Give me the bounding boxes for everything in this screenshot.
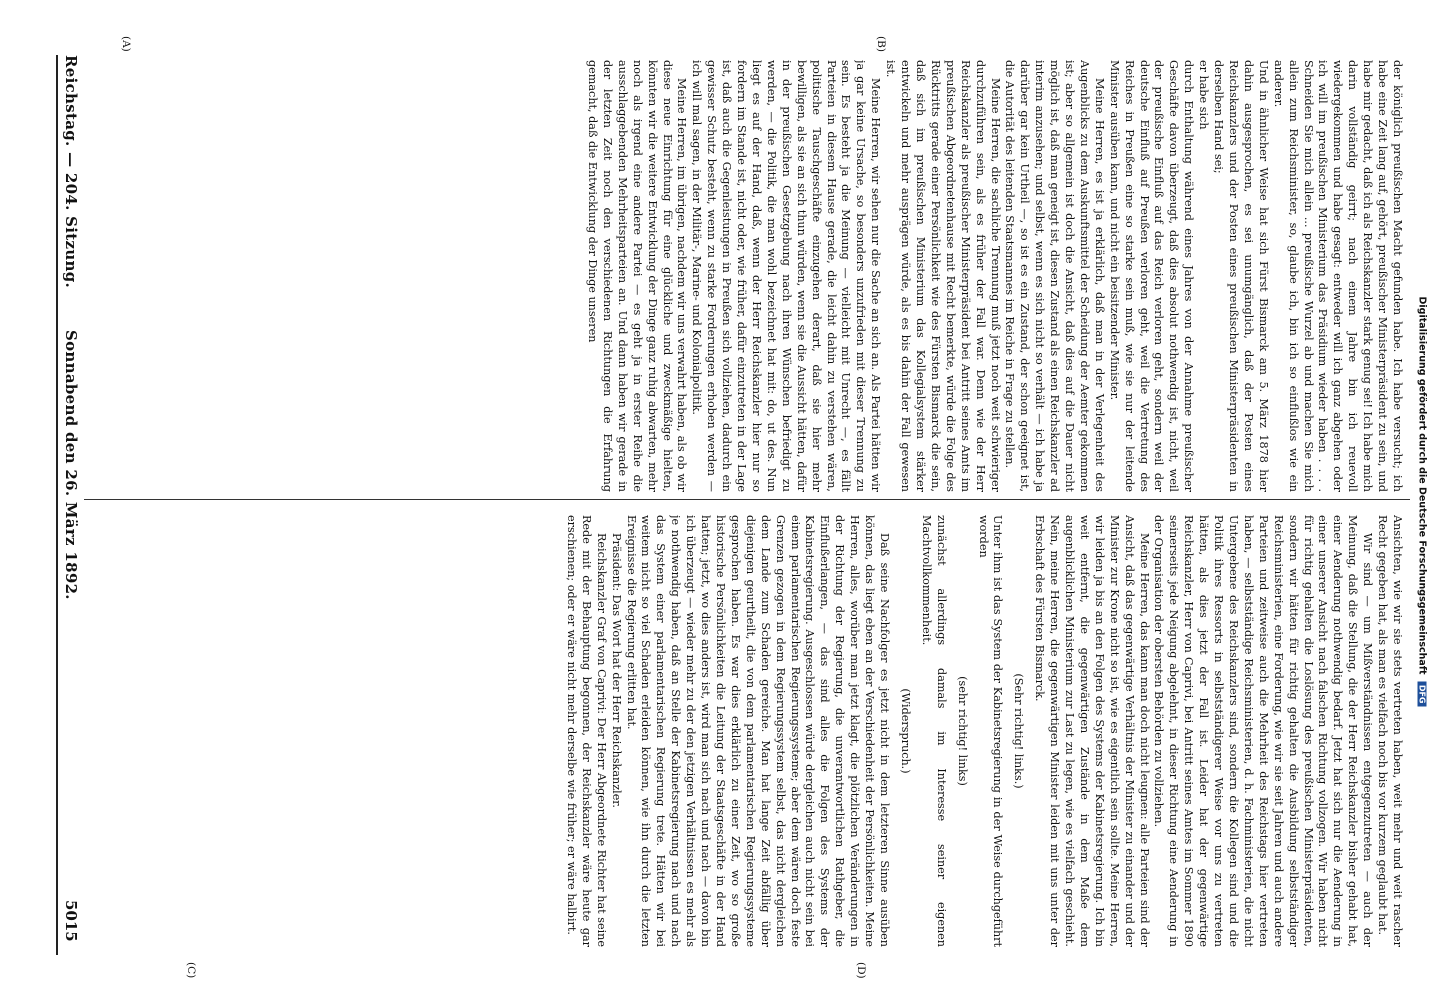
paragraph: durch Enthaltung während eines Jahres von der Annahme preußischer Geschäfte davon überzeugt, daß dies absolut nothwendig ist, nicht, weil der preußische Einfluß auf das Reich verloren geht, sondern weil der deutsche Einfluß auf Preußen verloren geht, weil die Vertretung des Reiches in Preußen eine so starke sein muß, wie sie nur der leitende Minister ausüben kann, und nicht ein beisitzender Minister. xyxy=(1107,60,1196,492)
margin-note-d: (D) xyxy=(855,962,867,979)
text-column-left xyxy=(92,60,1404,492)
dfg-logo: DFG xyxy=(1418,682,1427,707)
running-header-left: Reichstag. — 204. Sitzung. xyxy=(62,55,80,289)
paragraph: Reichskanzler Graf von Caprivi: Der Herr Abgeordnete Richter hat seine Rede mit der Behauptung begonnen, der Reichskanzler wäre heute gar erschienen; oder er wäre nicht mehr derselbe wie früher; er wäre halbirt. xyxy=(564,515,608,947)
credit-text: Digitalisierung gefördert durch die Deutsche Forschungsgemeinschaft xyxy=(1416,296,1428,675)
interjection: (sehr richtig! links) xyxy=(955,676,969,786)
paragraph: zunächst allerdings damals im Interesse seiner eigenen Machtvollkommenheit. xyxy=(919,515,948,947)
paragraph: Meine Herren, das kann man doch nicht leugnen: alle Parteien sind der Ansicht, daß das gegenwärtige Verhältnis der Minister zu einander und der Minister zur Krone nicht so ist, wie es eigentlich sein sollte. Meine Herren, wir leiden ja bis an den Folgen des Systems der Kabinetsregierung. Ich bin weit entfernt, die gegenwärtigen Zustände in dem Maße dem augenblicklichen Ministerium zur Last zu legen, wie es vielfach geschieht. Nein, meine Herren, die gegenwärtigen Minister leiden mit uns unter der Erbschaft des Fürsten Bismarck. xyxy=(1033,515,1151,947)
paragraph: Und in ähnlicher Weise hat sich Fürst Bismarck am 5. März 1878 hier dahin ausgesprochen, es sei unumgänglich, daß der Posten eines Reichskanzlers und der Posten eines preußischen Ministerpräsidenten in derselben Hand sei; xyxy=(1212,60,1270,492)
paragraph: Wir sind — um Mißverständnissen entgegenzutreten — auch der Meinung, daß die Stellung, die der Herr Reichskanzler bisher gehabt hat, einer Aenderung nothwendig bedarf. Jetzt hat sich nur die Aenderung in einer unserer Ansicht nach falschen Richtung vollzogen. Wir haben nicht für richtig gehalten die Loslösung des preußischen Ministerpräsidenten, sondern wir hätten für richtig gehalten die Ausbildung selbstständiger Reichsministerien, eine Forderung, wie wir sie seit Jahren und auch andere Parteien und zeitweise auch die Mehrheit des Reichstags hier vertreten haben, — selbstständige Reichsministerien, d. h. Fachministerien, die nicht Untergebene des Reichskanzlers sind, sondern die Kollegen sind und die Politik ihres Ressorts in selbstständigerer Weise vor uns zu vertreten hätten, als dies jetzt der Fall ist. Leider hat der gegenwärtige Reichskanzler, Herr von Caprivi, bei Antritt seines Amtes im Sommer 1890 seinerseits jede Neigung abgelehnt, in dieser Richtung eine Aenderung in der Organisation der obersten Behörden zu vollziehen. xyxy=(1152,515,1375,947)
page-number: 5015 xyxy=(62,900,80,942)
interjection: (Sehr richtig! links.) xyxy=(1012,673,1026,789)
paragraph: der königlich preußischen Macht gefunden habe. Ich habe versucht; ich habe eine Zeit lang auf, gehört, preußischer Ministerpräsident zu sein, und habe mir gedacht, daß ich als Reichskanzler stark genug sei! Ich habe mich darin vollständig geirrt; nach einem Jahre bin ich reuevoll wiedergekommen und habe gesagt: entweder will ich ganz abgehen oder ich will im preußischen Ministerium das Präsidium wieder haben . . . . Schneiden Sie mich allein ... preußische Wurzel ab und machen Sie mich allein zum Reichsminister, so, glaube ich, bin ich so einflußlos wie ein anderer. xyxy=(1271,60,1404,492)
text-column-right xyxy=(92,515,1404,947)
paragraph: er habe sich xyxy=(1197,60,1211,130)
paragraph: Ansichten, wie wir sie stets vertreten haben, weit mehr und weit rascher Recht gegeben hat, als man es vielfach noch bis vor kurzem geglaubt hat. xyxy=(1376,515,1404,947)
margin-note-b: (B) xyxy=(875,36,887,52)
margin-note-a: (A) xyxy=(120,36,132,52)
paragraph: Meine Herren, die sachliche Trennung muß jetzt noch weit schwieriger durchzuführen sein, als es früher der Fall war. Denn wie der Herr Reichskanzler als preußischer Ministerpräsident bei Antritt seines Amts im preußischen Abgeordnetenhause mit Recht bemerkte, würde die Folge des Rücktritts gerade einer Persönlichkeit wie des Fürsten Bismarck die sein, daß sich im preußischen Ministerium das Kollegialsystem stärker entwickeln und mehr ausprägen würde, als es bis dahin der Fall gewesen ist. xyxy=(884,60,1002,492)
speaker-line: Präsident: Das Wort hat der Herr Reichskanzler. xyxy=(609,533,623,808)
margin-note-c: (C) xyxy=(185,962,197,979)
paragraph: Meine Herren, es ist ja erklärlich, daß man in der Verlegenheit des Augenblicks zu dem Auskunftsmittel der Scheidung der Aemter gekommen ist; aber so allgemein ist doch die Ansicht, daß dies auf die Dauer nicht möglich ist, daß man geneigt ist, diesen Zustand als einen Reichskanzler ad interim anzusehen; und selbst, wenn es sich nicht so verhält — ich habe ja darüber gar kein Urtheil —, so ist es ein Zustand, der schon geeignet ist, die Autorität des leitenden Staatsmannes im Reiche in Frage zu stellen. xyxy=(1003,60,1106,492)
running-header-date: Sonnabend den 26. März 1892. xyxy=(62,330,80,600)
column-divider xyxy=(84,499,1410,500)
paragraph: Unter ihm ist das System der Kabinetsregierung in der Weise durchgeführt worden xyxy=(976,515,1005,947)
paragraph: Meine Herren, wir sehen nur die Sache an sich an. Als Partei hätten wir ja gar keine Ursache, so besonders unzufrieden mit dieser Trennung zu sein. Es besteht ja die Meinung — vielleicht mit Unrecht —, es fällt Parteien in diesem Hause gerade, die leicht dahin zu verstehen wären, politische Tauschgeschäfte einzugehen derart, daß sie hier mehr bewilligen, als sie an sich thun würden, wenn sie die Aussicht hätten, dafür in der preußischen Gesetzgebung nach ihren Wünschen befriedigt zu werden, — die Politik, die man wohl bezeichnet hat mit: do, ut des. Nun liegt es auf der Hand, daß, wenn der Herr Reichskanzler hier nur so fordern im Stande ist, nicht oder, wie früher, dafür einzutreten in der Lage ist, daß auch die Gegenleistungen in Preußen sich vollziehen, dadurch ein gewisser Schutz besteht, wenn zu starke Forderungen erhoben werden — ich will mal sagen, in der Militär-, Marine- und Kolonialpolitik. xyxy=(690,60,883,492)
paragraph: Daß seine Nachfolger es jetzt nicht in dem letzteren Sinne ausüben können, das liegt eben an der Verschiedenheit der Persönlichkeiten. Meine Herren, alles, worüber man jetzt klagt, die plötzlichen Veränderungen in der Richtung der Regierung, die unverantwortlichen Rathgeber, die Einflußerlangen, — das sind alles die Folgen des Systems der Kabinetsregierung. Ausgeschlossen würde dergleichen auch nicht sein bei einem parlamentarischen Regierungssysteme; aber dem wären doch feste Grenzen gezogen in dem Regierungssystem selbst, das nicht dergleichen dem Lande zum Schaden gereiche. Man hat lange Zeit abfällig über diejenigen geurtheilt, die von dem parlamentarischen Regierungssysteme gesprochen haben. Es war dies erklärlich zu einer Zeit, wo so große historische Persönlichkeiten die Leitung der Staatsgeschäfte in der Hand hatten; jetzt, wo dies anders ist, wird man sich nach und nach — davon bin ich überzeugt — wieder mehr zu der den jetzigen Verhältnissen es mehr als je nothwendig haben, daß an Stelle der Kabinetsregierung nach und nach das System einer parlamentarischen Regierung trete. Hätten wir bei weitem nicht so viel Schaden erleiden können, wie ihn durch die letzten Ereignisse die Regierung erlitten hat. xyxy=(624,515,891,947)
header-rule xyxy=(56,55,58,955)
interjection: (Widerspruch.) xyxy=(898,688,912,774)
paragraph: Meine Herren, im übrigen, nachdem wir uns verwahrt haben, als ob wir diese neue Einrichtung für eine glückliche und zweckmäßige hielten, könnten wir die weitere Entwicklung der Dinge ganz ruhig abwarten, mehr noch als irgend eine andere Partei — es geht ja in erster Reihe die ausschlaggebenden Mehrheitsparteien an. Und dann haben wir gerade in der letzten Zeit noch den verschiedenen Richtungen die Erfahrung gemacht, daß die Entwicklung der Dinge unseren xyxy=(586,60,689,492)
digitization-credit xyxy=(1412,56,1430,942)
